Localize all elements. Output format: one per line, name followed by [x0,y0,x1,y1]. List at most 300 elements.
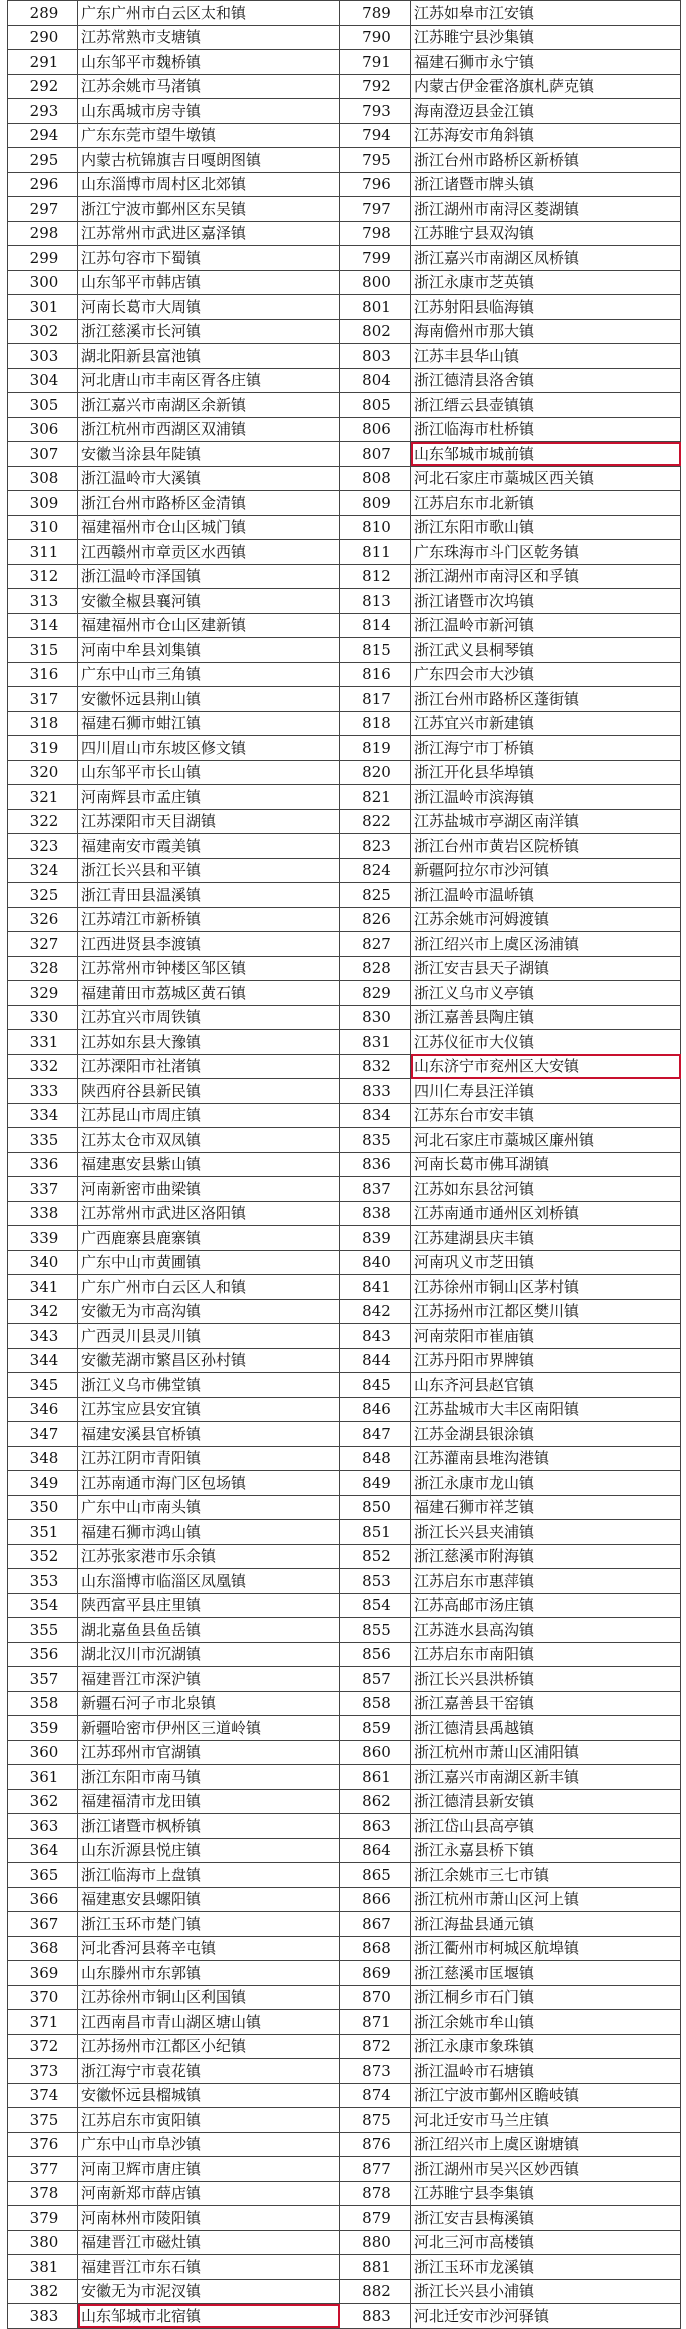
town-name-right: 浙江嘉兴市南湖区新丰镇 [411,1765,681,1790]
row-number-left: 361 [8,1765,78,1790]
table-row [8,1765,681,1790]
town-name-right: 浙江余姚市牟山镇 [411,2010,681,2035]
row-number-left: 295 [8,148,78,173]
row-number-right: 810 [340,515,411,540]
town-name-right: 山东邹城市城前镇 [411,442,681,467]
town-name-left: 江苏句容市下蜀镇 [78,246,340,271]
town-name-left: 河南新郑市薛店镇 [78,2181,340,2206]
table-row [8,2230,681,2255]
town-name-left: 广东广州市白云区人和镇 [78,1275,340,1300]
row-number-left: 334 [8,1103,78,1128]
row-number-right: 800 [340,270,411,295]
town-name-right: 山东济宁市兖州区大安镇 [411,1054,681,1079]
table-row [8,2034,681,2059]
table-row [8,1446,681,1471]
town-name-left: 江苏张家港市乐余镇 [78,1544,340,1569]
row-number-right: 845 [340,1373,411,1398]
row-number-left: 359 [8,1716,78,1741]
table-row [8,1863,681,1888]
row-number-left: 366 [8,1887,78,1912]
town-name-left: 浙江海宁市袁花镇 [78,2059,340,2084]
town-name-left: 浙江义乌市佛堂镇 [78,1373,340,1398]
table-row [8,1348,681,1373]
town-name-left: 安徽无为市高沟镇 [78,1299,340,1324]
town-name-left: 江苏南通市海门区包场镇 [78,1471,340,1496]
row-number-right: 855 [340,1618,411,1643]
row-number-left: 380 [8,2230,78,2255]
row-number-right: 839 [340,1226,411,1251]
town-name-right: 江苏仪征市大仪镇 [411,1030,681,1055]
row-number-right: 875 [340,2108,411,2133]
row-number-right: 797 [340,197,411,222]
town-name-right: 江苏金湖县银涂镇 [411,1422,681,1447]
row-number-left: 303 [8,344,78,369]
row-number-left: 350 [8,1495,78,1520]
row-number-left: 378 [8,2181,78,2206]
row-number-left: 377 [8,2157,78,2182]
town-name-left: 福建晋江市东石镇 [78,2255,340,2280]
town-name-right: 浙江杭州市萧山区河上镇 [411,1887,681,1912]
table-row [8,1471,681,1496]
row-number-right: 878 [340,2181,411,2206]
town-name-left: 河南辉县市孟庄镇 [78,785,340,810]
town-name-left: 广西鹿寨县鹿寨镇 [78,1226,340,1251]
town-name-right: 浙江湖州市南浔区菱湖镇 [411,197,681,222]
row-number-right: 827 [340,932,411,957]
row-number-left: 316 [8,662,78,687]
table-row [8,711,681,736]
town-name-right: 浙江德清县禹越镇 [411,1716,681,1741]
town-name-left: 山东邹城市北宿镇 [78,2304,340,2329]
row-number-left: 308 [8,466,78,491]
table-row [8,491,681,516]
table-row [8,1177,681,1202]
town-name-right: 浙江诸暨市牌头镇 [411,172,681,197]
row-number-left: 319 [8,736,78,761]
row-number-left: 296 [8,172,78,197]
town-name-left: 浙江慈溪市长河镇 [78,319,340,344]
town-name-left: 山东淄博市周村区北郊镇 [78,172,340,197]
town-name-left: 广东中山市南头镇 [78,1495,340,1520]
table-row [8,1495,681,1520]
town-name-left: 河南长葛市大周镇 [78,295,340,320]
row-number-left: 290 [8,25,78,50]
table-row [8,809,681,834]
table-row [8,295,681,320]
town-name-right: 江苏建湖县庆丰镇 [411,1226,681,1251]
town-name-right: 江苏高邮市汤庄镇 [411,1593,681,1618]
table-row [8,1520,681,1545]
town-name-left: 山东邹平市长山镇 [78,760,340,785]
town-name-left: 福建晋江市磁灶镇 [78,2230,340,2255]
town-name-right: 江苏睢宁县沙集镇 [411,25,681,50]
town-name-right: 浙江长兴县洪桥镇 [411,1667,681,1692]
table-row [8,2206,681,2231]
table-row [8,589,681,614]
row-number-right: 828 [340,956,411,981]
row-number-right: 824 [340,858,411,883]
town-name-left: 新疆石河子市北泉镇 [78,1691,340,1716]
town-name-right: 江苏余姚市河姆渡镇 [411,907,681,932]
town-name-left: 福建惠安县螺阳镇 [78,1887,340,1912]
row-number-left: 322 [8,809,78,834]
row-number-right: 832 [340,1054,411,1079]
row-number-left: 362 [8,1789,78,1814]
town-name-right: 山东齐河县赵官镇 [411,1373,681,1398]
row-number-left: 364 [8,1838,78,1863]
town-name-right: 四川仁寿县汪洋镇 [411,1079,681,1104]
town-name-right: 江苏射阳县临海镇 [411,295,681,320]
town-name-right: 江苏南通市通州区刘桥镇 [411,1201,681,1226]
row-number-left: 352 [8,1544,78,1569]
row-number-left: 317 [8,687,78,712]
table-row [8,760,681,785]
town-name-right: 江苏宜兴市新建镇 [411,711,681,736]
town-name-right: 江苏如皋市江安镇 [411,1,681,26]
row-number-left: 340 [8,1250,78,1275]
town-name-left: 浙江嘉兴市南湖区余新镇 [78,393,340,418]
table-row [8,74,681,99]
town-name-left: 安徽怀远县榴城镇 [78,2083,340,2108]
row-number-right: 859 [340,1716,411,1741]
table-row [8,1569,681,1594]
town-name-left: 福建晋江市深沪镇 [78,1667,340,1692]
row-number-left: 320 [8,760,78,785]
row-number-left: 374 [8,2083,78,2108]
table-row [8,197,681,222]
row-number-right: 841 [340,1275,411,1300]
row-number-right: 835 [340,1128,411,1153]
town-name-right: 浙江杭州市萧山区浦阳镇 [411,1740,681,1765]
table-row [8,1814,681,1839]
town-name-left: 河北香河县蒋辛屯镇 [78,1936,340,1961]
row-number-left: 306 [8,417,78,442]
town-name-right: 浙江长兴县小浦镇 [411,2279,681,2304]
table-row [8,1667,681,1692]
row-number-left: 376 [8,2132,78,2157]
row-number-right: 844 [340,1348,411,1373]
town-name-left: 江苏常熟市支塘镇 [78,25,340,50]
town-name-right: 河北石家庄市藁城区西关镇 [411,466,681,491]
town-name-right: 江苏灌南县堆沟港镇 [411,1446,681,1471]
row-number-right: 823 [340,834,411,859]
table-row [8,99,681,124]
row-number-right: 789 [340,1,411,26]
row-number-left: 326 [8,907,78,932]
row-number-right: 861 [340,1765,411,1790]
row-number-left: 381 [8,2255,78,2280]
town-name-left: 广东中山市黄圃镇 [78,1250,340,1275]
town-name-left: 江苏昆山市周庄镇 [78,1103,340,1128]
row-number-right: 879 [340,2206,411,2231]
town-name-right: 广东珠海市斗门区乾务镇 [411,540,681,565]
row-number-left: 321 [8,785,78,810]
row-number-right: 831 [340,1030,411,1055]
table-row [8,981,681,1006]
row-number-left: 333 [8,1079,78,1104]
row-number-right: 815 [340,638,411,663]
row-number-left: 375 [8,2108,78,2133]
town-name-right: 河南长葛市佛耳湖镇 [411,1152,681,1177]
row-number-right: 871 [340,2010,411,2035]
table-row [8,1985,681,2010]
table-row [8,1152,681,1177]
row-number-right: 869 [340,1961,411,1986]
town-name-left: 山东淄博市临淄区凤凰镇 [78,1569,340,1594]
row-number-right: 860 [340,1740,411,1765]
town-name-left: 山东沂源县悦庄镇 [78,1838,340,1863]
town-name-right: 河北石家庄市藁城区廉州镇 [411,1128,681,1153]
town-name-right: 江苏丹阳市界牌镇 [411,1348,681,1373]
row-number-right: 872 [340,2034,411,2059]
town-name-left: 江苏太仓市双凤镇 [78,1128,340,1153]
table-row [8,638,681,663]
table-row [8,1618,681,1643]
table-row [8,1,681,26]
row-number-left: 354 [8,1593,78,1618]
town-name-right: 海南澄迈县金江镇 [411,99,681,124]
row-number-right: 876 [340,2132,411,2157]
row-number-right: 802 [340,319,411,344]
town-name-right: 河北三河市高楼镇 [411,2230,681,2255]
row-number-left: 302 [8,319,78,344]
table-row [8,1691,681,1716]
town-name-left: 广西灵川县灵川镇 [78,1324,340,1349]
town-name-left: 浙江临海市上盘镇 [78,1863,340,1888]
table-row [8,50,681,75]
town-name-right: 江苏盐城市大丰区南阳镇 [411,1397,681,1422]
table-row [8,1373,681,1398]
town-name-right: 福建石狮市永宁镇 [411,50,681,75]
row-number-left: 337 [8,1177,78,1202]
row-number-left: 338 [8,1201,78,1226]
town-name-left: 江苏宜兴市周铁镇 [78,1005,340,1030]
town-name-right: 浙江嘉善县干窑镇 [411,1691,681,1716]
town-name-left: 江苏启东市寅阳镇 [78,2108,340,2133]
town-name-left: 福建石狮市蚶江镇 [78,711,340,736]
row-number-right: 850 [340,1495,411,1520]
row-number-right: 812 [340,564,411,589]
table-row [8,148,681,173]
row-number-left: 324 [8,858,78,883]
row-number-right: 846 [340,1397,411,1422]
town-name-left: 四川眉山市东坡区修文镇 [78,736,340,761]
town-name-left: 福建福清市龙田镇 [78,1789,340,1814]
table-row [8,25,681,50]
row-number-left: 335 [8,1128,78,1153]
town-name-left: 江苏常州市钟楼区邹区镇 [78,956,340,981]
row-number-right: 820 [340,760,411,785]
town-name-right: 浙江嘉善县陶庄镇 [411,1005,681,1030]
town-name-right: 浙江宁波市鄞州区瞻岐镇 [411,2083,681,2108]
town-name-right: 浙江玉环市龙溪镇 [411,2255,681,2280]
table-row [8,344,681,369]
town-name-right: 浙江德清县洛舍镇 [411,368,681,393]
town-name-right: 浙江台州市黄岩区院桥镇 [411,834,681,859]
row-number-left: 353 [8,1569,78,1594]
row-number-left: 289 [8,1,78,26]
row-number-left: 341 [8,1275,78,1300]
row-number-left: 336 [8,1152,78,1177]
town-name-left: 浙江杭州市西湖区双浦镇 [78,417,340,442]
row-number-left: 301 [8,295,78,320]
row-number-right: 813 [340,589,411,614]
row-number-right: 843 [340,1324,411,1349]
town-name-left: 山东禹城市房寺镇 [78,99,340,124]
row-number-left: 357 [8,1667,78,1692]
table-row [8,1299,681,1324]
town-name-right: 新疆阿拉尔市沙河镇 [411,858,681,883]
row-number-left: 332 [8,1054,78,1079]
town-name-right: 浙江海盐县通元镇 [411,1912,681,1937]
town-name-left: 江苏邳州市官湖镇 [78,1740,340,1765]
town-name-left: 湖北阳新县富池镇 [78,344,340,369]
row-number-right: 801 [340,295,411,320]
town-name-right: 浙江嘉兴市南湖区凤桥镇 [411,246,681,271]
row-number-left: 358 [8,1691,78,1716]
town-name-left: 河南卫辉市唐庄镇 [78,2157,340,2182]
town-name-right: 浙江永康市象珠镇 [411,2034,681,2059]
row-number-right: 794 [340,123,411,148]
town-name-right: 浙江余姚市三七市镇 [411,1863,681,1888]
town-name-right: 浙江德清县新安镇 [411,1789,681,1814]
row-number-right: 880 [340,2230,411,2255]
town-name-left: 内蒙古杭锦旗吉日嘎朗图镇 [78,148,340,173]
town-name-left: 江苏溧阳市社渚镇 [78,1054,340,1079]
town-name-right: 浙江义乌市义亭镇 [411,981,681,1006]
table-row [8,1887,681,1912]
row-number-left: 365 [8,1863,78,1888]
table-row [8,662,681,687]
row-number-left: 314 [8,613,78,638]
town-name-left: 江苏常州市武进区嘉泽镇 [78,221,340,246]
row-number-left: 342 [8,1299,78,1324]
town-name-left: 浙江诸暨市枫桥镇 [78,1814,340,1839]
table-row [8,368,681,393]
table-row [8,1103,681,1128]
row-number-right: 811 [340,540,411,565]
row-number-right: 834 [340,1103,411,1128]
row-number-left: 323 [8,834,78,859]
table-row [8,123,681,148]
row-number-right: 856 [340,1642,411,1667]
table-row [8,1128,681,1153]
table-row [8,1740,681,1765]
row-number-left: 356 [8,1642,78,1667]
row-number-left: 307 [8,442,78,467]
table-row [8,1789,681,1814]
row-number-right: 818 [340,711,411,736]
town-name-left: 江苏扬州市江都区小纪镇 [78,2034,340,2059]
row-number-right: 848 [340,1446,411,1471]
row-number-right: 851 [340,1520,411,1545]
table-row [8,246,681,271]
row-number-right: 809 [340,491,411,516]
town-name-left: 福建南安市霞美镇 [78,834,340,859]
row-number-left: 312 [8,564,78,589]
row-number-left: 294 [8,123,78,148]
table-row [8,2181,681,2206]
row-number-right: 866 [340,1887,411,1912]
row-number-left: 309 [8,491,78,516]
town-name-left: 河南新密市曲梁镇 [78,1177,340,1202]
row-number-right: 816 [340,662,411,687]
town-name-left: 浙江东阳市南马镇 [78,1765,340,1790]
town-name-right: 江苏如东县岔河镇 [411,1177,681,1202]
town-name-right: 浙江桐乡市石门镇 [411,1985,681,2010]
row-number-right: 796 [340,172,411,197]
table-row [8,1422,681,1447]
town-name-right: 浙江温岭市温峤镇 [411,883,681,908]
town-name-right: 浙江岱山县高亭镇 [411,1814,681,1839]
table-row [8,1716,681,1741]
town-name-left: 江苏江阴市青阳镇 [78,1446,340,1471]
row-number-right: 883 [340,2304,411,2329]
town-name-left: 江西赣州市章贡区水西镇 [78,540,340,565]
row-number-right: 837 [340,1177,411,1202]
row-number-right: 868 [340,1936,411,1961]
table-row [8,172,681,197]
row-number-right: 854 [340,1593,411,1618]
town-name-right: 浙江诸暨市次坞镇 [411,589,681,614]
table-row [8,393,681,418]
town-name-left: 江苏宝应县安宜镇 [78,1397,340,1422]
table-row [8,1936,681,1961]
row-number-right: 853 [340,1569,411,1594]
row-number-right: 821 [340,785,411,810]
row-number-right: 840 [340,1250,411,1275]
table-row [8,2279,681,2304]
row-number-left: 347 [8,1422,78,1447]
town-name-right: 浙江台州市路桥区新桥镇 [411,148,681,173]
town-name-right: 江苏启东市惠萍镇 [411,1569,681,1594]
table-row [8,858,681,883]
table-row [8,540,681,565]
row-number-left: 293 [8,99,78,124]
town-name-left: 江西南昌市青山湖区塘山镇 [78,2010,340,2035]
town-name-right: 浙江绍兴市上虞区汤浦镇 [411,932,681,957]
table-row [8,2083,681,2108]
table-row [8,785,681,810]
town-name-left: 陕西府谷县新民镇 [78,1079,340,1104]
row-number-right: 847 [340,1422,411,1447]
table-row [8,687,681,712]
town-name-right: 浙江永康市龙山镇 [411,1471,681,1496]
town-name-right: 浙江慈溪市匡堰镇 [411,1961,681,1986]
town-name-right: 江苏启东市南阳镇 [411,1642,681,1667]
row-number-left: 363 [8,1814,78,1839]
row-number-right: 819 [340,736,411,761]
town-name-right: 河北迁安市沙河驿镇 [411,2304,681,2329]
town-name-left: 浙江台州市路桥区金清镇 [78,491,340,516]
row-number-left: 339 [8,1226,78,1251]
town-name-left: 福建惠安县紫山镇 [78,1152,340,1177]
town-name-right: 浙江武义县桐琴镇 [411,638,681,663]
town-name-right: 浙江永嘉县桥下镇 [411,1838,681,1863]
row-number-left: 330 [8,1005,78,1030]
row-number-right: 791 [340,50,411,75]
town-name-left: 安徽当涂县年陡镇 [78,442,340,467]
row-number-left: 325 [8,883,78,908]
table-row [8,2255,681,2280]
row-number-left: 300 [8,270,78,295]
town-name-right: 浙江海宁市丁桥镇 [411,736,681,761]
row-number-right: 814 [340,613,411,638]
town-name-left: 福建福州市仓山区建新镇 [78,613,340,638]
town-name-right: 江苏海安市角斜镇 [411,123,681,148]
row-number-left: 370 [8,1985,78,2010]
town-name-left: 安徽全椒县襄河镇 [78,589,340,614]
